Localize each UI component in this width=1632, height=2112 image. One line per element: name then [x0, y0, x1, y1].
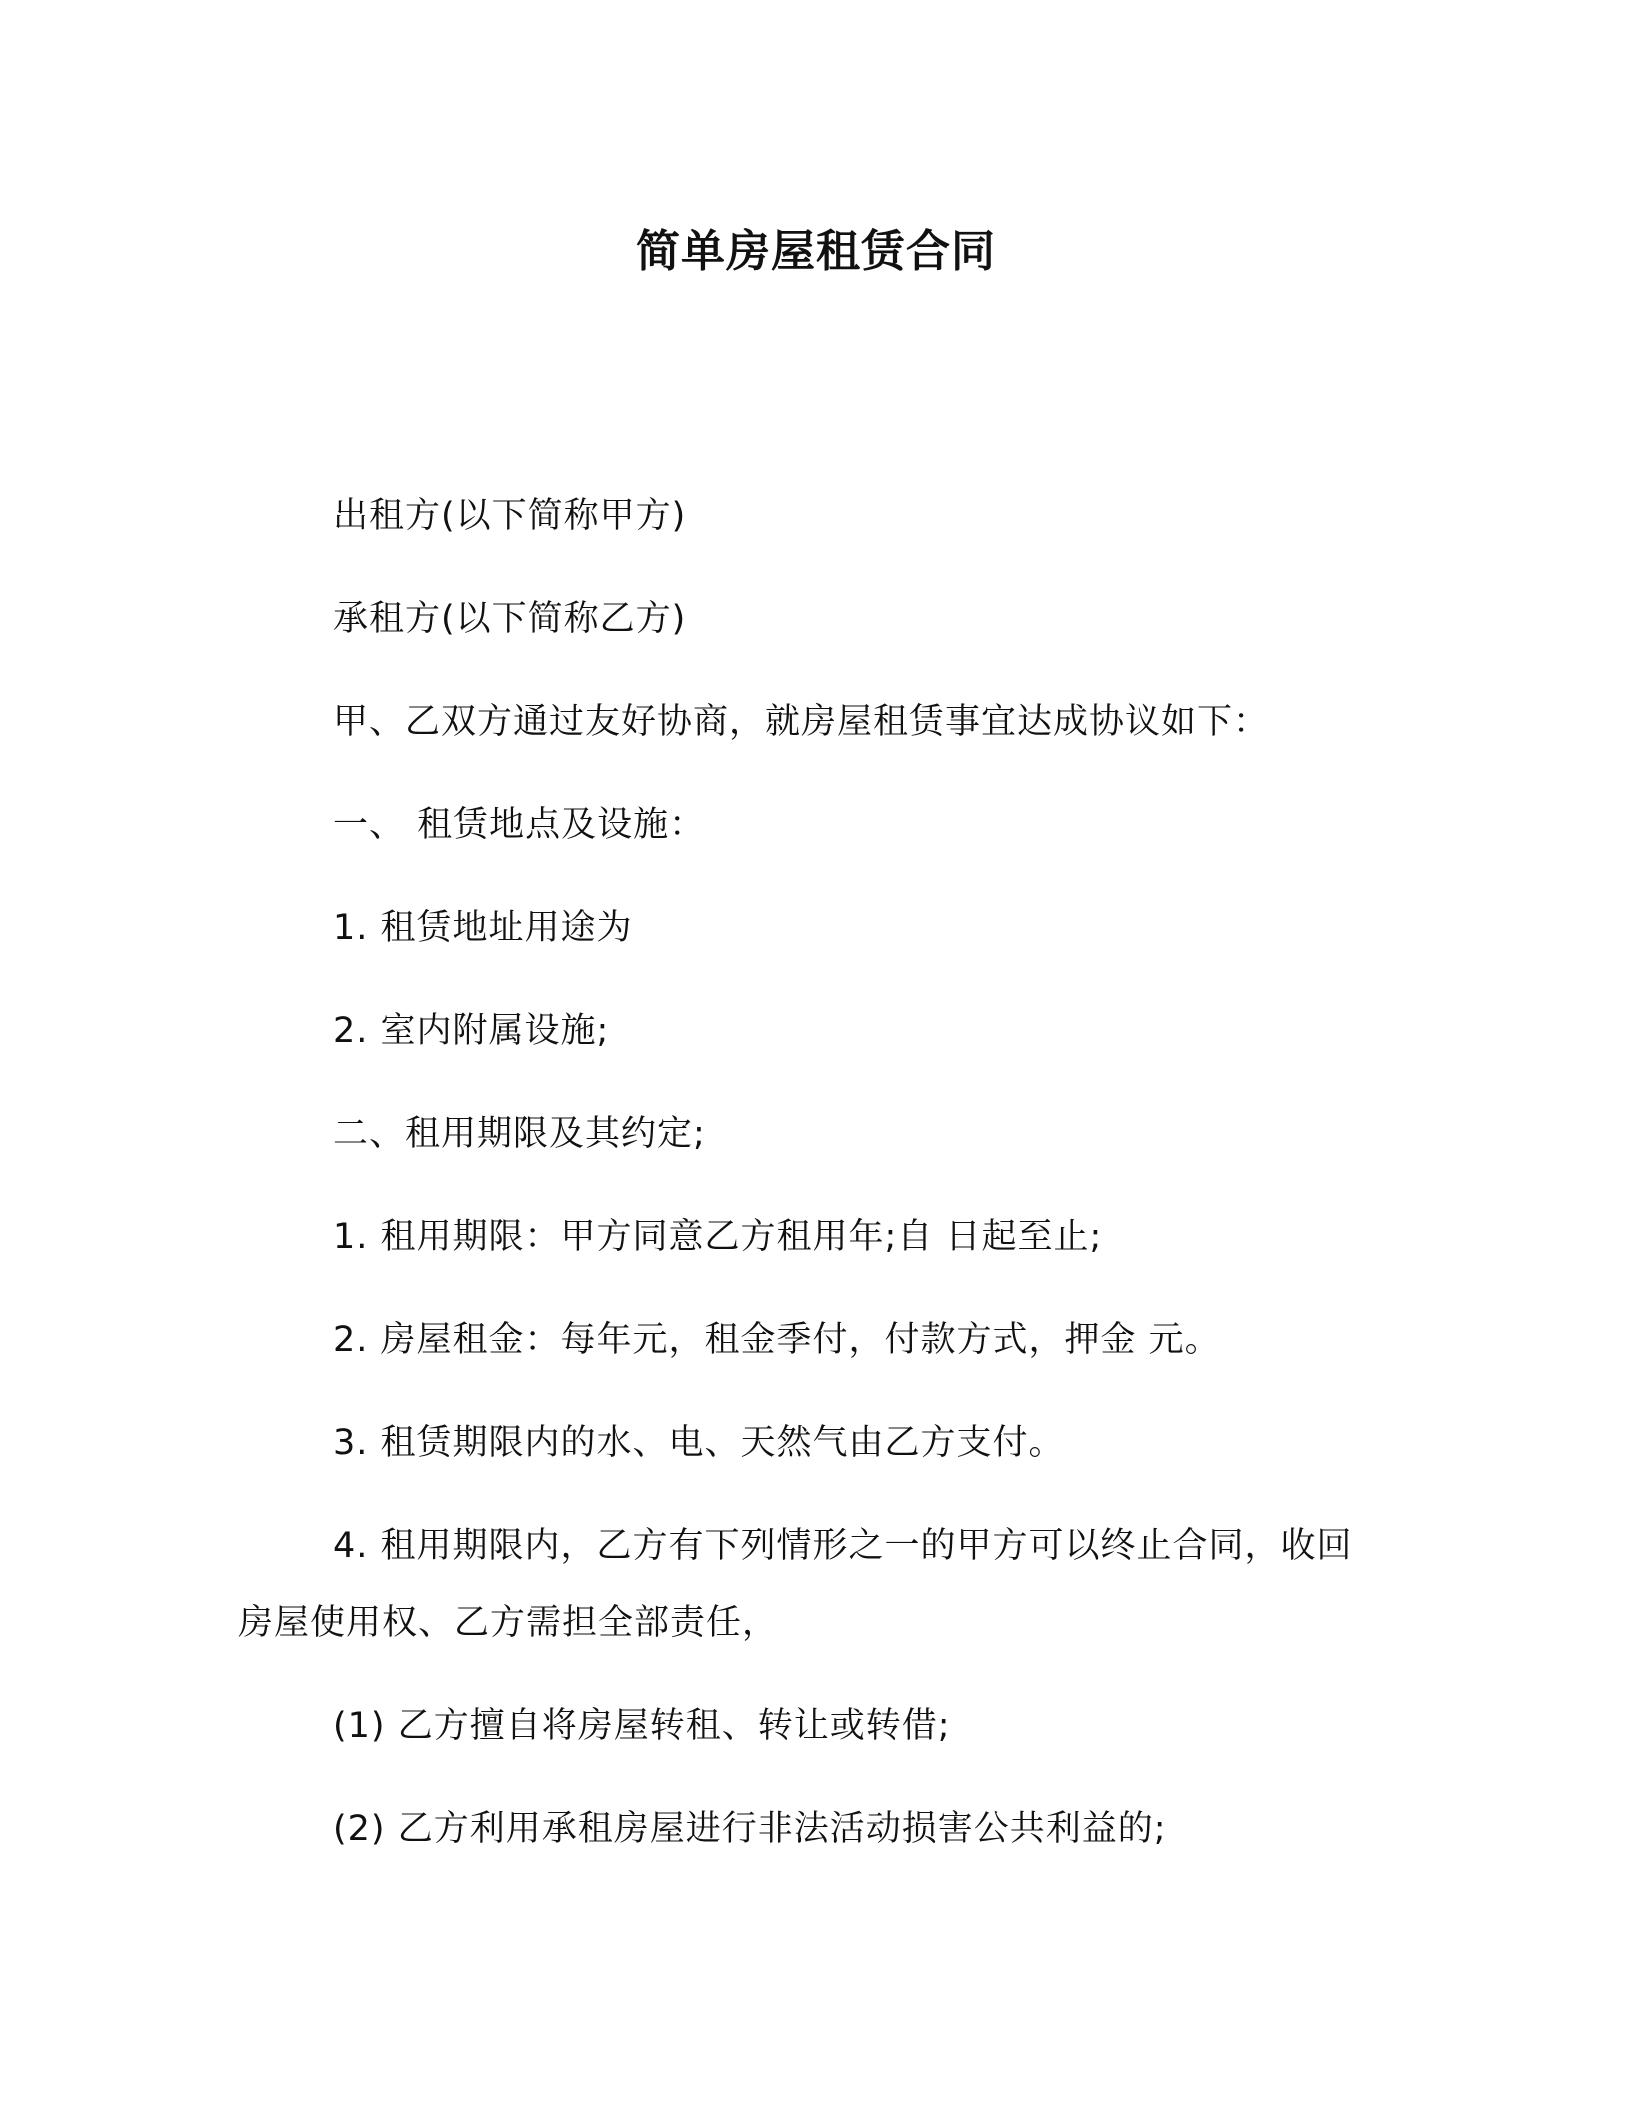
clause-termination: 4. 租用期限内，乙方有下列情形之一的甲方可以终止合同，收回	[333, 1526, 1353, 1566]
clause-lease-term: 1. 租用期限：甲方同意乙方租用年;自 日起至止;	[333, 1217, 1103, 1257]
section-heading-term: 二、租用期限及其约定;	[333, 1114, 706, 1154]
clause-rent: 2. 房屋租金：每年元，租金季付，付款方式，押金 元。	[333, 1320, 1221, 1360]
paragraph-lessee: 承租方(以下简称乙方)	[333, 599, 687, 639]
clause-utilities: 3. 租赁期限内的水、电、天然气由乙方支付。	[333, 1423, 1065, 1463]
paragraph-agreement-intro: 甲、乙双方通过友好协商，就房屋租赁事宜达成协议如下：	[333, 702, 1270, 742]
termination-item-2: (2) 乙方利用承租房屋进行非法活动损害公共利益的;	[333, 1809, 1167, 1849]
paragraph-lessor: 出租方(以下简称甲方)	[333, 496, 687, 536]
clause-facilities: 2. 室内附属设施;	[333, 1011, 610, 1051]
section-heading-location: 一、 租赁地点及设施：	[333, 805, 706, 845]
clause-termination-continued: 房屋使用权、乙方需担全部责任，	[238, 1603, 779, 1643]
document-title: 简单房屋租赁合同	[636, 226, 996, 277]
termination-item-1: (1) 乙方擅自将房屋转租、转让或转借;	[333, 1706, 951, 1746]
clause-address-use: 1. 租赁地址用途为	[333, 908, 633, 948]
